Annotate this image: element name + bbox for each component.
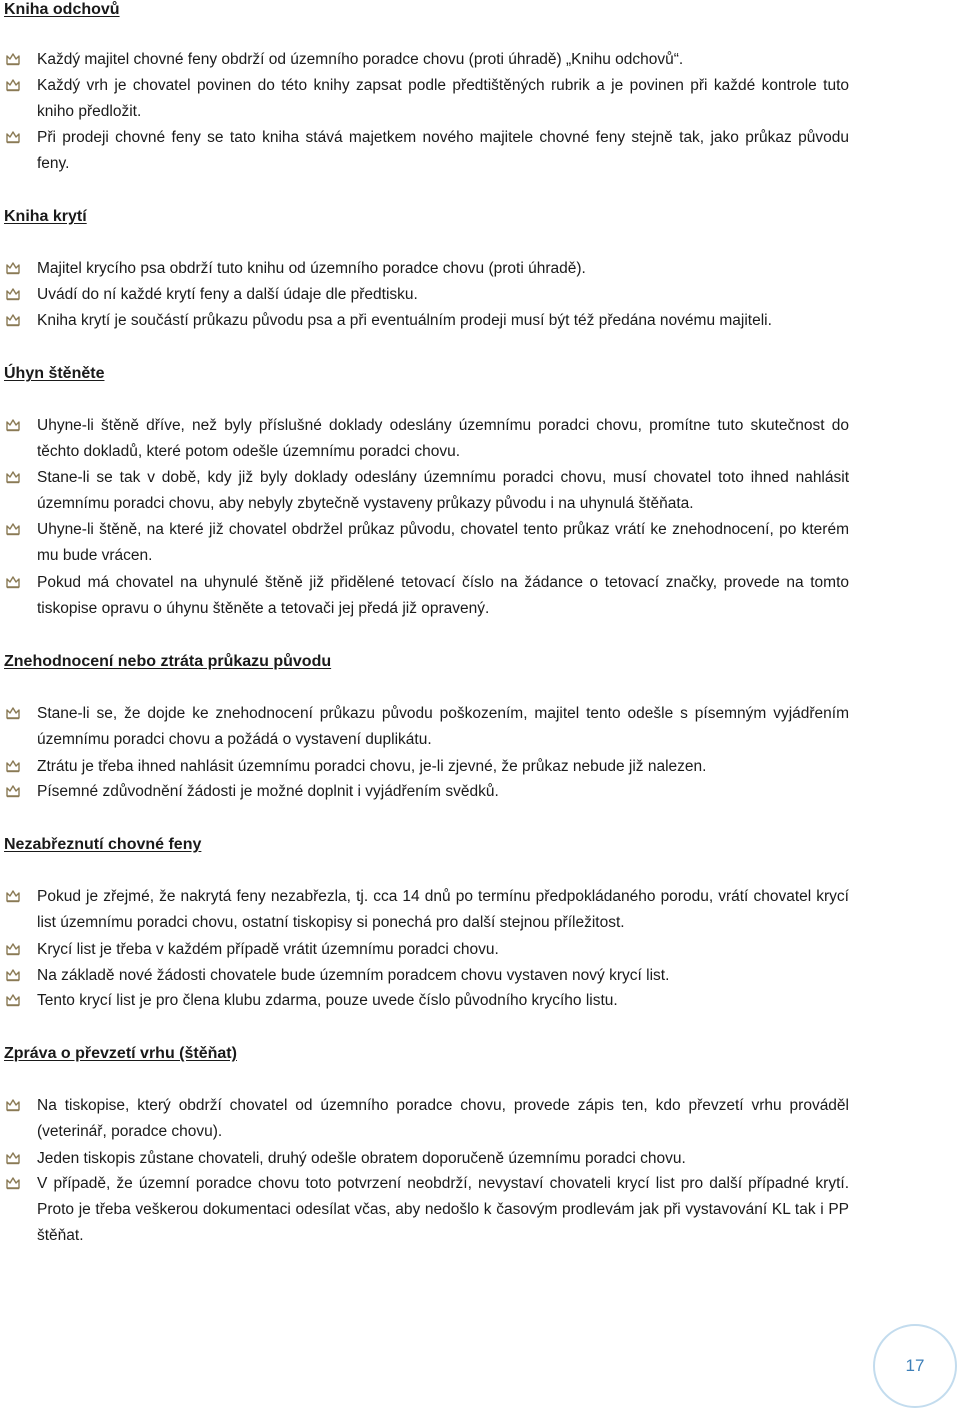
list-item-text: Pokud má chovatel na uhynulé štěně již přidělené tetovací číslo na žádance o tetovací značky, provede na tomto tiskopise opravu o úhynu štěněte a tetovači jej předá již opravený. <box>37 574 849 617</box>
list-item-text: Při prodeji chovné feny se tato kniha stává majetkem nového majitele chovné feny stejně tak, jako průkaz původu feny. <box>37 129 849 172</box>
list-item-text: Majitel krycího psa obdrží tuto knihu od územního poradce chovu (proti úhradě). <box>37 260 586 277</box>
page-number-badge <box>873 1324 957 1408</box>
list-item-text: Jeden tiskopis zůstane chovateli, druhý odešle obratem doporučeně územnímu poradci chovu. <box>37 1150 686 1167</box>
crown-bullet-icon <box>6 1151 20 1165</box>
crown-bullet-icon <box>6 1098 20 1112</box>
page-number: 17 <box>905 1356 925 1375</box>
crown-bullet-icon <box>6 942 20 956</box>
list-item-text: Ztrátu je třeba ihned nahlásit územnímu poradci chovu, je-li zjevné, že průkaz nebude již nalezen. <box>37 758 707 775</box>
crown-bullet-icon <box>6 889 20 903</box>
list-item-text: Každý vrh je chovatel povinen do této knihy zapsat podle předtištěných rubrik a je povinen při každé kontrole tuto kniho předložit. <box>37 77 849 120</box>
crown-bullet-icon <box>6 968 20 982</box>
list-item-text: Každý majitel chovné feny obdrží od územního poradce chovu (proti úhradě) „Knihu odchovů“. <box>37 51 684 68</box>
crown-bullet-icon <box>6 522 20 536</box>
crown-bullet-icon <box>6 261 20 275</box>
crown-bullet-icon <box>6 418 20 432</box>
list-item-text: Stane-li se, že dojde ke znehodnocení průkazu původu poškozením, majitel tento odešle s písemným vyjádřením územnímu poradci chovu a požádá o vystavení duplikátu. <box>37 705 849 748</box>
crown-bullet-icon <box>6 706 20 720</box>
crown-bullet-icon <box>6 52 20 66</box>
list-item-text: Uvádí do ní každé krytí feny a další údaje dle předtisku. <box>37 286 418 303</box>
crown-bullet-icon <box>6 784 20 798</box>
list-item-text: Uhyne-li štěně dříve, než byly příslušné doklady odeslány územnímu poradci chovu, promítne tuto skutečnost do těchto dokladů, které potom odešle územnímu poradci chovu. <box>37 417 849 460</box>
crown-bullet-icon <box>6 575 20 589</box>
crown-bullet-icon <box>6 78 20 92</box>
section-title-kniha-odchovu: Kniha odchovů <box>4 1 120 18</box>
crown-bullet-icon <box>6 1176 20 1190</box>
crown-bullet-icon <box>6 759 20 773</box>
crown-bullet-icon <box>6 470 20 484</box>
list-item-text: V případě, že územní poradce chovu toto potvrzení neobdrží, nevystaví chovateli krycí list pro další případné krytí. Proto je třeba veškerou dokumentaci odesílat včas, aby nedošlo k časovým prodlevám jak při vystavování KL tak i PP štěňat. <box>37 1175 849 1244</box>
section-title-znehodnoceni: Znehodnocení nebo ztráta průkazu původu <box>4 653 332 670</box>
crown-bullet-icon <box>6 313 20 327</box>
list-item-text: Tento krycí list je pro člena klubu zdarma, pouze uvede číslo původního krycího listu. <box>37 992 618 1009</box>
list-item-text: Uhyne-li štěně, na které již chovatel obdržel průkaz původu, chovatel tento průkaz vrátí ke znehodnocení, po kterém mu bude vrácen. <box>37 521 849 564</box>
section-title-uhyn-stenete: Úhyn štěněte <box>4 365 105 382</box>
list-item-text: Kniha krytí je součástí průkazu původu psa a při eventuálním prodeji musí být též předána novému majiteli. <box>37 312 772 329</box>
crown-bullet-icon <box>6 993 20 1007</box>
list-item-text: Stane-li se tak v době, kdy již byly doklady odeslány územnímu poradci chovu, musí chovatel toto ihned nahlásit územnímu poradci chovu, aby nebyly zbytečně vystaveny průkazy původu i na uhynulá štěňata. <box>37 469 849 512</box>
list-item-text: Na základě nové žádosti chovatele bude územním poradcem chovu vystaven nový krycí list. <box>37 967 670 984</box>
crown-bullet-icon <box>6 287 20 301</box>
list-item-text: Na tiskopise, který obdrží chovatel od územního poradce chovu, provede zápis ten, kdo převzetí vrhu prováděl (veterinář, poradce chovu). <box>37 1097 849 1140</box>
section-title-kniha-kryti: Kniha krytí <box>4 208 87 225</box>
crown-bullet-icon <box>6 130 20 144</box>
list-item-text: Krycí list je třeba v každém případě vrátit územnímu poradci chovu. <box>37 941 499 958</box>
section-title-nezabreznuti: Nezabřeznutí chovné feny <box>4 836 202 853</box>
list-item-text: Písemné zdůvodnění žádosti je možné doplnit i vyjádřením svědků. <box>37 783 499 800</box>
section-title-zprava-o-prevzeti: Zpráva o převzetí vrhu (štěňat) <box>4 1045 237 1062</box>
list-item-text: Pokud je zřejmé, že nakrytá feny nezabřezla, tj. cca 14 dnů po termínu předpokládaného porodu, vrátí chovatel krycí list územnímu poradci chovu, ostatní tiskopisy si ponechá pro další stejnou příležitost. <box>37 888 849 931</box>
